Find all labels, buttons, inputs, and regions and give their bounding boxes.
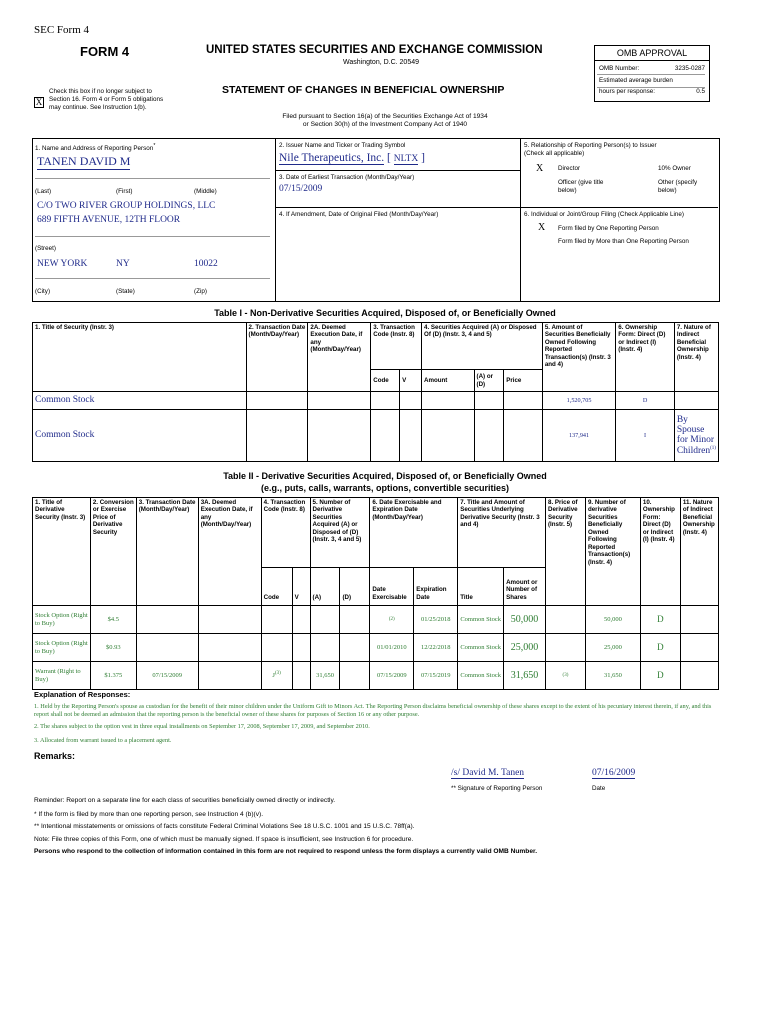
- middle-label: (Middle): [194, 188, 217, 195]
- no-longer-subject-checkbox[interactable]: [34, 92, 44, 110]
- officer-label: Officer (give title below): [558, 179, 604, 194]
- one-person-label: Form filed by One Reporting Person: [558, 225, 659, 232]
- t2-h-price: 2. Conversion or Exercise Price of Derivative Security: [90, 498, 136, 606]
- t2-row3-code: $J^{(3)}$: [261, 662, 292, 690]
- table2-title: Table II - Derivative Securities Acquired, Disposed of, or Beneficially Owned (e.g., puts, calls, warrants, options, convertible securities): [223, 471, 547, 494]
- t2-row3-form: D: [640, 662, 680, 690]
- checkbox-text: Check this box if no longer subject to Section 16. Form 4 or Form 5 obligations may continue. See Instruction 1(b).: [49, 88, 164, 111]
- t2-h-deemed: 3A. Deemed Execution Date, if any (Month/Day/Year): [198, 498, 261, 606]
- explanation-note-2: 2. The shares subject to the option vest in three equal installments on September 17, 2008, September 17, 2009, and September 2010.: [34, 723, 370, 731]
- t2-h-number: 5. Number of Derivative Securities Acquired (A) or Disposed of (D) (Instr. 3, 4 and 5): [310, 498, 370, 568]
- t1-h-amount: 5. Amount of Securities Beneficially Owned Following Reported Transaction(s) (Instr. 3 and 4): [542, 323, 615, 392]
- t2-row2-expiration: 12/22/2018: [414, 634, 458, 662]
- t1-h-title: 1. Title of Security (Instr. 3): [33, 323, 247, 392]
- t2-row2-title: Stock Option (Right to Buy): [33, 634, 91, 662]
- signature-date: 07/16/2009: [592, 768, 636, 778]
- t1-sub-amount: Amount: [422, 370, 475, 392]
- earliest-date: 07/15/2009: [279, 184, 323, 194]
- state-value: NY: [116, 259, 130, 269]
- footer-multi-person: * If the form is filed by more than one reporting person, see Instruction 4 (b)(v).: [34, 810, 264, 818]
- t2-row1-form: D: [640, 606, 680, 634]
- issuer-label: 2. Issuer Name and Ticker or Trading Symbol: [279, 142, 406, 149]
- t2-row3-a: 31,650: [310, 662, 340, 690]
- t2-row1-exercisable: (2): [370, 606, 414, 634]
- remarks-title: Remarks:: [34, 751, 76, 761]
- sec-form-label: SEC Form 4: [34, 24, 90, 36]
- t2-row3-title: Warrant (Right to Buy): [33, 662, 91, 690]
- director-label: Director: [558, 165, 581, 172]
- t1-h-form: 6. Ownership Form: Direct (D) or Indirect (I) (Instr. 4): [616, 323, 675, 392]
- signature-value: /s/ David M. Tanen: [451, 768, 525, 778]
- table1-title: Table I - Non-Derivative Securities Acquired, Disposed of, or Beneficially Owned: [214, 308, 556, 318]
- state-label: (State): [116, 288, 135, 295]
- t1-row1-amount: 1,520,705: [542, 392, 615, 410]
- agency-name: UNITED STATES SECURITIES AND EXCHANGE COMMISSION: [206, 44, 543, 56]
- statement-title: STATEMENT OF CHANGES IN BENEFICIAL OWNERSHIP: [222, 84, 505, 96]
- explanation-note-1: 1. Held by the Reporting Person's spouse as custodian for the benefit of their minor children under the Uniform Gift to Minors Act. The Reporting Person disclaims beneficial ownership of these shares except to the extent of his pecuniary interest therein, if any, and this report shall not be deemed an admission that the reporting person is the beneficial owner of these shares for purposes of Section 16 or any other purpose.: [34, 703, 712, 719]
- t2-row2-price: $0.93: [90, 634, 136, 662]
- one-person-mark[interactable]: X: [538, 222, 546, 233]
- t2-sub-code: Code: [261, 568, 292, 606]
- omb-burden-value: 0.5: [696, 88, 705, 95]
- omb-number-value: 3235-0287: [674, 65, 705, 72]
- filing-label: 6. Individual or Joint/Group Filing (Check Applicable Line): [524, 211, 684, 218]
- t2-row1-expiration: 01/25/2018: [414, 606, 458, 634]
- t1-h-deemed: 2A. Deemed Execution Date, if any (Month/Day/Year): [308, 323, 371, 392]
- reporting-person-name[interactable]: TANEN DAVID M: [37, 154, 131, 168]
- t1-h-date: 2. Transaction Date (Month/Day/Year): [246, 323, 308, 392]
- t1-row2-nature: By Spouse for Minor Children$^{(1)}$: [674, 410, 718, 462]
- more-persons-label: Form filed by More than One Reporting Person: [558, 238, 689, 245]
- footer-omb-notice: Persons who respond to the collection of information contained in this form are not required to respond unless the form displays a currently valid OMB Number.: [34, 848, 538, 856]
- t2-h-form: 10. Ownership Form: Direct (D) or Indirect (I) (Instr. 4): [640, 498, 680, 606]
- t1-sub-v: V: [400, 370, 422, 392]
- relationship-label: 5. Relationship of Reporting Person(s) to Issuer (Check all applicable): [524, 142, 657, 157]
- t2-row2-form: D: [640, 634, 680, 662]
- t2-h-nature: 11. Nature of Indirect Beneficial Ownership (Instr. 4): [680, 498, 718, 606]
- t1-row2-title: Common Stock: [33, 410, 247, 462]
- first-label: (First): [116, 188, 133, 195]
- date-label: Date: [592, 785, 606, 792]
- t2-row3-u-amount: 31,650: [504, 662, 546, 690]
- t2-sub-a: (A): [310, 568, 340, 606]
- t1-h-code: 3. Transaction Code (Instr. 8): [371, 323, 422, 370]
- city-value: NEW YORK: [37, 259, 88, 269]
- footer-copies: Note: File three copies of this Form, one of which must be manually signed. If space is insufficient, see Instruction 6 for procedure.: [34, 835, 414, 843]
- omb-title: OMB APPROVAL: [595, 46, 709, 61]
- footer-reminder: Reminder: Report on a separate line for each class of securities beneficially owned directly or indirectly.: [34, 797, 336, 804]
- t2-row2-u-amount: 25,000: [504, 634, 546, 662]
- issuer-name-line: Nile Therapeutics, Inc. [ NLTX ]: [279, 152, 425, 164]
- t1-h-nature: 7. Nature of Indirect Beneficial Ownership (Instr. 4): [674, 323, 718, 392]
- t2-sub-title: Title: [458, 568, 504, 606]
- t2-row2-exercisable: 01/01/2010: [370, 634, 414, 662]
- t2-h-underlying: 7. Title and Amount of Securities Underlying Derivative Security (Instr. 3 and 4): [458, 498, 546, 568]
- form-title: FORM 4: [80, 44, 130, 59]
- t2-sub-expiration: Expiration Date: [414, 568, 458, 606]
- t2-row1-u-amount: 50,000: [504, 606, 546, 634]
- filed-pursuant: Filed pursuant to Section 16(a) of the Securities Exchange Act of 1934 or Section 30(h) of the Investment Company Act of 1940: [282, 113, 488, 129]
- t2-row1-price: $4.5: [90, 606, 136, 634]
- t2-row2-u-title: Common Stock: [458, 634, 504, 662]
- t2-sub-amount: Amount or Number of Shares: [504, 568, 546, 606]
- explanation-notes: [34, 703, 724, 745]
- t2-row3-u-title: Common Stock: [458, 662, 504, 690]
- issuer-ticker[interactable]: NLTX: [393, 154, 419, 164]
- t2-row3-exercisable: 07/15/2009: [370, 662, 414, 690]
- t2-row1-owned: 50,000: [585, 606, 640, 634]
- omb-burden-label-2: hours per response:: [599, 88, 656, 95]
- agency-city: Washington, D.C. 20549: [343, 59, 420, 66]
- city-label: (City): [35, 288, 51, 295]
- t1-row1-title: Common Stock: [33, 392, 247, 410]
- street-label: (Street): [35, 245, 56, 252]
- table-row: [33, 392, 719, 410]
- t2-h-owned: 9. Number of derivative Securities Beneficially Owned Following Reported Transaction(s) (Instr. 4): [585, 498, 640, 606]
- t2-row3-owned: 31,650: [585, 662, 640, 690]
- amendment-label: 4. If Amendment, Date of Original Filed (Month/Day/Year): [279, 211, 439, 218]
- t2-row3-price: $1.375: [90, 662, 136, 690]
- t1-row2-amount: 137,941: [542, 410, 615, 462]
- table1: [32, 322, 719, 462]
- reporting-person-label: 1. Name and Address of Reporting Person*: [35, 143, 156, 153]
- t2-h-date: 3. Transaction Date (Month/Day/Year): [136, 498, 198, 606]
- omb-number-label: OMB Number:: [599, 65, 640, 72]
- t2-h-exercisable: 6. Date Exercisable and Expiration Date (Month/Day/Year): [370, 498, 458, 568]
- zip-label: (Zip): [194, 288, 207, 295]
- t2-sub-exercisable: Date Exercisable: [370, 568, 414, 606]
- last-label: (Last): [35, 188, 52, 195]
- t1-sub-ad: (A) or (D): [474, 370, 504, 392]
- t1-sub-price: Price: [504, 370, 543, 392]
- t2-row2-owned: 25,000: [585, 634, 640, 662]
- zip-value: 10022: [194, 259, 218, 269]
- table-row: [33, 634, 719, 662]
- director-mark[interactable]: X: [536, 163, 544, 174]
- checkbox-mark: X: [35, 97, 43, 107]
- address-line-2: 689 FIFTH AVENUE, 12TH FLOOR: [37, 215, 181, 225]
- t2-row1-title: Stock Option (Right to Buy): [33, 606, 91, 634]
- ten-pct-owner-label: 10% Owner: [658, 165, 691, 172]
- t2-h-code: 4. Transaction Code (Instr. 8): [261, 498, 310, 568]
- address-line-1: C/O TWO RIVER GROUP HOLDINGS, LLC: [37, 201, 216, 211]
- other-label: Other (specify below): [658, 179, 698, 194]
- t2-h-deriv-price: 8. Price of Derivative Security (Instr. 5): [546, 498, 586, 606]
- table2: [32, 497, 719, 690]
- t1-row1-form: D: [616, 392, 675, 410]
- t1-sub-code: Code: [371, 370, 400, 392]
- t2-sub-d: (D): [340, 568, 370, 606]
- t2-row3-tdate: 07/15/2009: [136, 662, 198, 690]
- earliest-date-label: 3. Date of Earliest Transaction (Month/Day/Year): [279, 174, 415, 181]
- t2-row3-deriv-price: (3): [546, 662, 586, 690]
- t2-h-title: 1. Title of Derivative Security (Instr. 3): [33, 498, 91, 606]
- omb-burden-label-1: Estimated average burden: [599, 77, 673, 84]
- table-row: [33, 662, 719, 690]
- explanation-note-3: 3. Allocated from warrant issued to a placement agent.: [34, 736, 172, 744]
- t1-h-securities: 4. Securities Acquired (A) or Disposed Of (D) (Instr. 3, 4 and 5): [422, 323, 543, 370]
- table-row: [33, 606, 719, 634]
- t2-row1-u-title: Common Stock: [458, 606, 504, 634]
- t2-row3-expiration: 07/15/2019: [414, 662, 458, 690]
- signature-label: ** Signature of Reporting Person: [451, 785, 543, 792]
- footer-notes: [34, 797, 734, 857]
- table-row: [33, 410, 719, 462]
- t1-row2-form: I: [616, 410, 675, 462]
- issuer-name[interactable]: Nile Therapeutics, Inc.: [279, 152, 385, 164]
- t2-sub-v: V: [292, 568, 310, 606]
- footer-misstatements: ** Intentional misstatements or omissions of facts constitute Federal Criminal Violations See 18 U.S.C. 1001 and 15 U.S.C. 78ff(a).: [34, 823, 415, 831]
- explanation-title: Explanation of Responses:: [34, 690, 131, 699]
